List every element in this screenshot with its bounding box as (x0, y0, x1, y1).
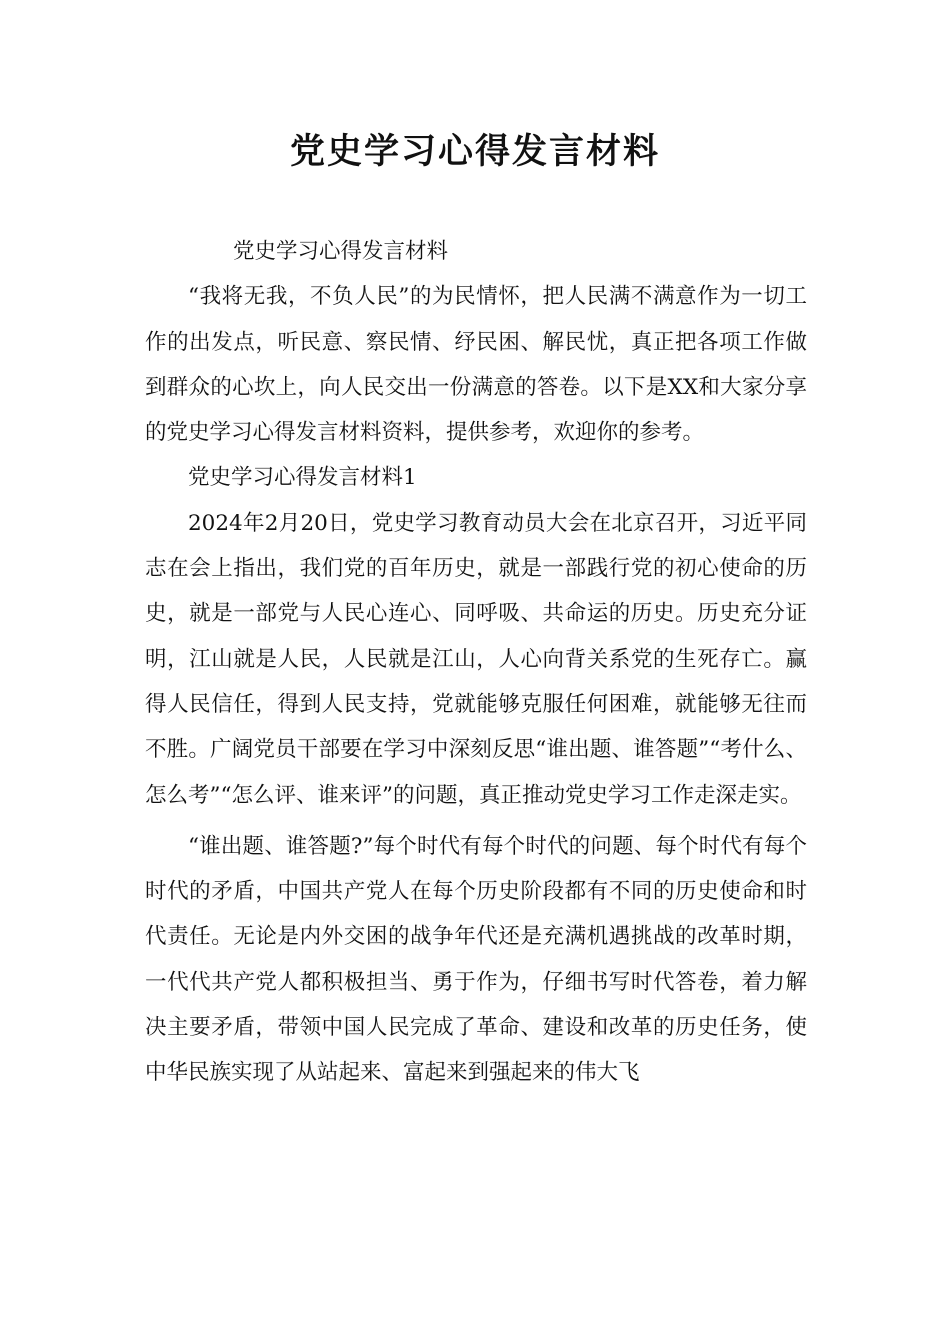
subtitle-paragraph: 党史学习心得发言材料 (233, 239, 449, 264)
body-paragraph: “谁出题、谁答题?”每个时代有每个时代的问题、每个时代有每个时代的矛盾，中国共产党人在每个历史阶段都有不同的历史使命和时代责任。无论是内外交困的战争年代还是充满机遇挑战的改革时期，一代代共产党人都积极担当、勇于作为，仔细书写时代答卷，着力解决主要矛盾，带领中国人民完成了革命、建设和改革的历史任务，使中华民族实现了从站起来、富起来到强起来的伟大飞 (145, 833, 807, 1086)
body-paragraph: 2024年2月20日，党史学习教育动员大会在北京召开，习近平同志在会上指出，我们党的百年历史，就是一部践行党的初心使命的历史，就是一部党与人民心连心、同呼吸、共命运的历史。历史充分证明，江山就是人民，人民就是江山，人心向背关系党的生死存亡。赢得人民信任，得到人民支持，党就能够克服任何困难，就能够无往而不胜。广阔党员干部要在学习中深刻反思“谁出题、谁答题”“考什么、怎么考”“怎么评、谁来评”的问题，真正推动党史学习工作走深走实。 (145, 510, 807, 808)
document-title: 党史学习心得发言材料 (289, 132, 660, 172)
intro-paragraph: “我将无我，不负人民”的为民情怀，把人民满不满意作为一切工作的出发点，听民意、察民情、纾民困、解民忧，真正把各项工作做到群众的心坎上，向人民交出一份满意的答卷。以下是XX和大家分享的党史学习心得发言材料资料，提供参考，欢迎你的参考。 (145, 284, 807, 446)
document-body (145, 229, 807, 1096)
section-heading: 党史学习心得发言材料1 (188, 465, 417, 491)
